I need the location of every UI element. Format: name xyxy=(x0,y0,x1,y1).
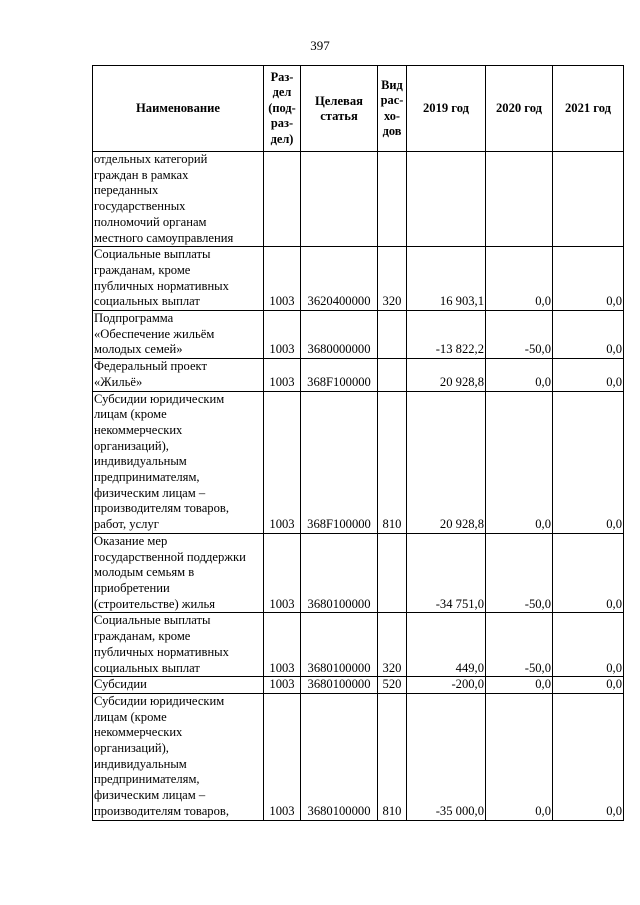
table-row xyxy=(93,613,624,677)
cell-target: 3680100000 xyxy=(301,677,378,694)
cell-expense-type: 810 xyxy=(378,693,407,820)
cell-year-2021: 0,0 xyxy=(553,391,624,533)
page-number: 397 xyxy=(310,38,330,53)
cell-name: Социальные выплаты гражданам, кроме публичных нормативных социальных выплат xyxy=(93,247,264,311)
cell-section xyxy=(264,152,301,247)
table-row xyxy=(93,677,624,694)
cell-target xyxy=(301,152,378,247)
table-row xyxy=(93,359,624,391)
cell-year-2020: 0,0 xyxy=(486,247,553,311)
cell-year-2021: 0,0 xyxy=(553,693,624,820)
cell-expense-type: 520 xyxy=(378,677,407,694)
cell-year-2020: -50,0 xyxy=(486,533,553,613)
cell-expense-type xyxy=(378,152,407,247)
cell-section: 1003 xyxy=(264,613,301,677)
cell-section: 1003 xyxy=(264,533,301,613)
cell-year-2021: 0,0 xyxy=(553,311,624,359)
table-row xyxy=(93,311,624,359)
cell-expense-type: 320 xyxy=(378,613,407,677)
cell-target: 3680100000 xyxy=(301,693,378,820)
cell-year-2019: 20 928,8 xyxy=(407,391,486,533)
cell-name: Субсидии юридическим лицам (кроме некоммерческих организаций), индивидуальным предпринимателям, физическим лицам – производителям товаров, работ, услуг xyxy=(93,391,264,533)
cell-expense-type: 320 xyxy=(378,247,407,311)
cell-section: 1003 xyxy=(264,247,301,311)
header-name: Наименование xyxy=(93,66,264,152)
cell-section: 1003 xyxy=(264,359,301,391)
cell-name: Субсидии xyxy=(93,677,264,694)
table-body xyxy=(93,152,624,821)
cell-year-2020: 0,0 xyxy=(486,677,553,694)
cell-target: 3680100000 xyxy=(301,533,378,613)
cell-target: 3680100000 xyxy=(301,613,378,677)
header-expense-type: Вид рас- хо- дов xyxy=(378,66,407,152)
cell-expense-type xyxy=(378,533,407,613)
cell-name: Подпрограмма «Обеспечение жильём молодых семей» xyxy=(93,311,264,359)
cell-year-2021: 0,0 xyxy=(553,247,624,311)
table-header-row xyxy=(93,66,624,152)
cell-year-2021 xyxy=(553,152,624,247)
cell-section: 1003 xyxy=(264,677,301,694)
cell-year-2020: -50,0 xyxy=(486,311,553,359)
cell-target: 3620400000 xyxy=(301,247,378,311)
cell-year-2019: -35 000,0 xyxy=(407,693,486,820)
cell-year-2019 xyxy=(407,152,486,247)
cell-year-2019: 20 928,8 xyxy=(407,359,486,391)
cell-year-2021: 0,0 xyxy=(553,533,624,613)
cell-year-2020 xyxy=(486,152,553,247)
cell-year-2019: 449,0 xyxy=(407,613,486,677)
cell-name: Федеральный проект «Жильё» xyxy=(93,359,264,391)
cell-target: 368F100000 xyxy=(301,359,378,391)
header-year-2019: 2019 год xyxy=(407,66,486,152)
header-year-2020: 2020 год xyxy=(486,66,553,152)
cell-year-2021: 0,0 xyxy=(553,359,624,391)
cell-name: Социальные выплаты гражданам, кроме публичных нормативных социальных выплат xyxy=(93,613,264,677)
header-section: Раз- дел (под- раз- дел) xyxy=(264,66,301,152)
cell-section: 1003 xyxy=(264,693,301,820)
cell-section: 1003 xyxy=(264,311,301,359)
cell-name: Оказание мер государственной поддержки молодым семьям в приобретении (строительстве) жилья xyxy=(93,533,264,613)
table-row xyxy=(93,533,624,613)
cell-year-2020: 0,0 xyxy=(486,391,553,533)
header-year-2021: 2021 год xyxy=(553,66,624,152)
table-row xyxy=(93,693,624,820)
cell-year-2021: 0,0 xyxy=(553,677,624,694)
table-row xyxy=(93,391,624,533)
cell-expense-type: 810 xyxy=(378,391,407,533)
cell-year-2019: -13 822,2 xyxy=(407,311,486,359)
cell-year-2019: -34 751,0 xyxy=(407,533,486,613)
cell-year-2019: -200,0 xyxy=(407,677,486,694)
cell-year-2019: 16 903,1 xyxy=(407,247,486,311)
header-target: Целевая статья xyxy=(301,66,378,152)
cell-name: Субсидии юридическим лицам (кроме некоммерческих организаций), индивидуальным предпринимателям, физическим лицам – производителям товаров, xyxy=(93,693,264,820)
cell-section: 1003 xyxy=(264,391,301,533)
table-row xyxy=(93,247,624,311)
cell-year-2020: 0,0 xyxy=(486,693,553,820)
cell-target: 368F100000 xyxy=(301,391,378,533)
cell-year-2020: -50,0 xyxy=(486,613,553,677)
cell-target: 3680000000 xyxy=(301,311,378,359)
cell-name: отдельных категорий граждан в рамках переданных государственных полномочий органам местного самоуправления xyxy=(93,152,264,247)
cell-year-2021: 0,0 xyxy=(553,613,624,677)
cell-expense-type xyxy=(378,359,407,391)
cell-expense-type xyxy=(378,311,407,359)
table-row xyxy=(93,152,624,247)
budget-table xyxy=(92,65,624,821)
cell-year-2020: 0,0 xyxy=(486,359,553,391)
